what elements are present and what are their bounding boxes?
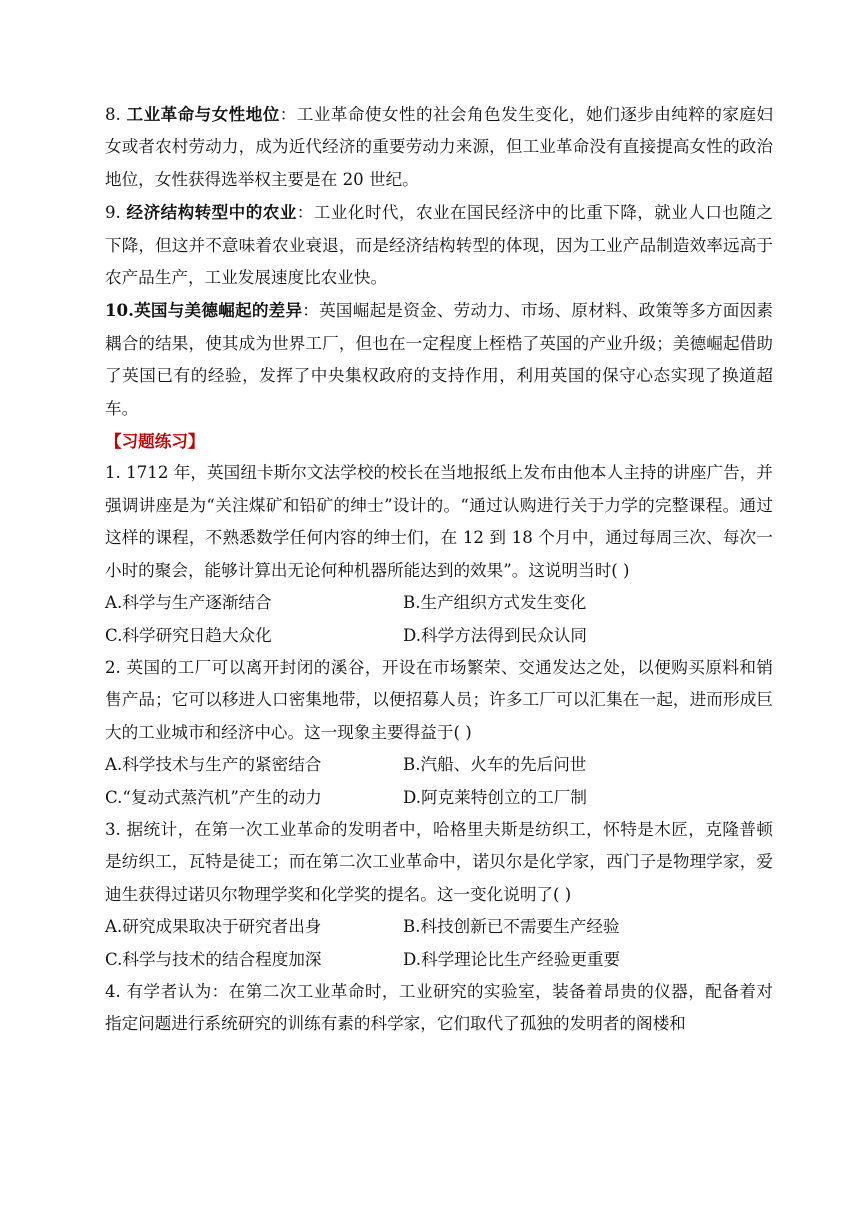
point-10 [105, 294, 773, 425]
option-a: A.研究成果取决于研究者出身 [105, 917, 322, 937]
point-9 [105, 196, 773, 294]
question-3-stem: 3. 据统计，在第一次工业革命的发明者中，哈格里夫斯是纺织工，怀特是木匠，克隆普顿是纺织工，瓦特是徒工；而在第二次工业革命中，诺贝尔是化学家，西门子是物理学家，爱迪生获得过诺贝尔物理学奖和化学奖的提名。这一变化说明了( ) [105, 819, 773, 904]
section-title: 【习题练习】 [105, 431, 205, 452]
question-1-stem: 1. 1712 年，英国纽卡斯尔文法学校的校长在当地报纸上发布由他本人主持的讲座广告，并强调讲座是为“关注煤矿和铅矿的绅士”设计的。“通过认购进行关于力学的完整课程。通过这样的课程，不熟悉数学任何内容的绅士们，在 12 到 18 个月中，通过每周三次、每次一小时的聚会，能够计算出无论何种机器所能达到的效果”。这说明当时( ) [105, 463, 773, 580]
option-d: D.阿克莱特创立的工厂制 [403, 787, 587, 807]
point-8 [105, 98, 773, 196]
point-number: 9. [105, 203, 127, 223]
question-2-options-row-1 [105, 749, 773, 781]
question-1-options-row-1 [105, 587, 773, 619]
point-number: 10. [105, 300, 134, 321]
option-c: C.科学与技术的结合程度加深 [105, 949, 322, 969]
question-2-options-row-2 [105, 782, 773, 814]
point-text: ：英国崛起是资金、劳动力、市场、原材料、政策等多方面因素耦合的结果，使其成为世界工厂，但也在一定程度上桎梏了英国的产业升级；美德崛起借助了英国已有的经验，发挥了中央集权政府的支持作用，利用英国的保守心态实现了换道超车。 [105, 301, 774, 418]
point-title: 工业革命与女性地位 [126, 104, 280, 124]
document-page [105, 98, 773, 1041]
option-c: C.“复动式蒸汽机”产生的动力 [105, 787, 322, 807]
option-d: D.科学理论比生产经验更重要 [403, 949, 621, 969]
question-2-stem: 2. 英国的工厂可以离开封闭的溪谷，开设在市场繁荣、交通发达之处，以便购买原料和销售产品；它可以移进人口密集地带，以便招募人员；许多工厂可以汇集在一起，进而形成巨大的工业城市和经济中心。这一现象主要得益于( ) [105, 657, 773, 742]
option-c: C.科学研究日趋大众化 [105, 625, 272, 645]
question-1-options-row-2 [105, 620, 773, 652]
option-b: B.汽船、火车的先后问世 [403, 755, 587, 775]
point-text: ：工业化时代，农业在国民经济中的比重下降，就业人口也随之下降，但这并不意味着农业衰退，而是经济结构转型的体现，因为工业产品制造效率远高于农产品生产，工业发展速度比农业快。 [105, 203, 774, 288]
option-b: B.科技创新已不需要生产经验 [403, 917, 620, 937]
point-number: 8. [105, 105, 127, 124]
option-d: D.科学方法得到民众认同 [403, 625, 587, 645]
point-title: 英国与美德崛起的差异 [133, 300, 303, 321]
point-text: ：工业革命使女性的社会角色发生变化，她们逐步由纯粹的家庭妇女或者农村劳动力，成为近代经济的重要劳动力来源，但工业革命没有直接提高女性的政治地位，女性获得选举权主要是在 20 世纪。 [105, 105, 774, 189]
point-title: 经济结构转型中的农业 [126, 202, 297, 223]
question-4-stem: 4. 有学者认为：在第二次工业革命时，工业研究的实验室，装备着昂贵的仪器，配备着对指定问题进行系统研究的训练有素的科学家，它们取代了孤独的发明者的阁楼和 [105, 981, 773, 1034]
option-a: A.科学技术与生产的紧密结合 [105, 755, 322, 775]
question-3-options-row-2 [105, 944, 773, 976]
option-a: A.科学与生产逐渐结合 [105, 593, 272, 613]
option-b: B.生产组织方式发生变化 [403, 593, 587, 613]
question-3-options-row-1 [105, 911, 773, 943]
